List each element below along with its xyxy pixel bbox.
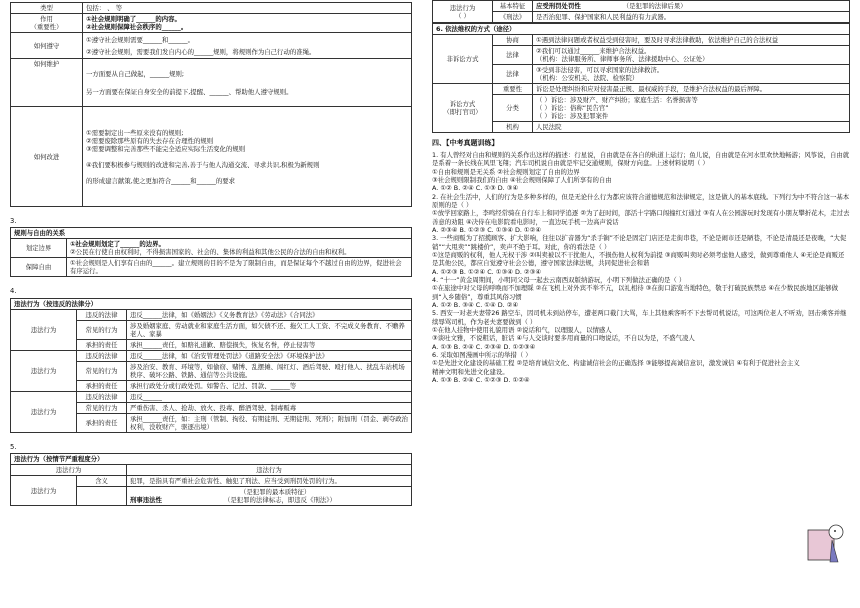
social-rules-table: [10, 2, 412, 207]
section-title: 违法行为（按情节严重程度分）: [11, 454, 412, 465]
right-column: [432, 0, 850, 384]
table-row: [11, 258, 412, 277]
table-cell: 涉及婚姻家庭、劳动就业和家庭生活方面，如欠债不还、拖欠工人工资、不完成义务教育、不赡养老人、家暴: [127, 320, 412, 339]
table-cell: 违反的法律: [77, 350, 127, 361]
table-cell: 违反______法律，如《婚姻法》《义务教育法》《劳动法》《合同法》: [127, 309, 412, 320]
text-line: ③社会规则限制我们的自由 ④社会规则保障了人们所享有的自由: [432, 176, 612, 185]
text-line: ①需要制定出一些原来没有的规则;: [86, 128, 184, 137]
text-line: A. ①③ B. ②④ C. ①②③ D. ①②④: [432, 375, 530, 384]
text-line: ③需要调整和完善那些不能完全适应实际生活变化的规则: [86, 144, 246, 153]
table-cell: 保障自由: [11, 258, 67, 277]
section-number: 3.: [10, 217, 17, 225]
table-cell: 是否治犯罪、保护国家和人民利益的有力武器。: [533, 12, 850, 23]
table-cell: 犯罪，是指具有严重社会危害性、触犯了刑法、应当受到刑罚处罚的行为。: [127, 476, 412, 487]
text-line: 4. “十一”黄金周期间，小明同父母一起去云南西双版纳游玩，小明下列做法正确的是（ ）: [432, 276, 686, 285]
left-column: [10, 0, 412, 506]
table-cell: 法律: [493, 46, 533, 65]
text-line: A. ①② B. ②④ C. ①③ D. ③④: [432, 184, 519, 193]
text-line: ②公民在行使自由权利时，不得损害国家的、社会的、集体的利益和其他公民的合法的自由和权利。: [70, 248, 351, 257]
table-row: [11, 391, 412, 402]
table-row: [11, 350, 412, 361]
table-cell: 含义: [77, 476, 127, 487]
table-row: [11, 14, 412, 33]
table-cell: 违反______法律，如《治安管理处罚法》《道路安全法》《环境保护法》: [127, 350, 412, 361]
text-line: ①在他人挂物中使用礼貌用语 ②说话和气，以理服人，以情感人: [432, 325, 612, 334]
section-title: 违法行为（按违反的法律分）: [11, 298, 412, 309]
table-cell: 法律: [493, 65, 533, 84]
table-row: [11, 3, 412, 14]
text-line: ①社会规则明确了______的内容。: [86, 15, 181, 23]
text-line: A. ①② B. ③④ C. ①④ D. ②④: [432, 301, 519, 309]
crime-features-table: [432, 0, 850, 23]
table-row: [11, 59, 412, 107]
text-line: ①这是商贩的权利，他人无权干涉 ②叫卖被以不干扰他人，不损伤他人权利为前提 ③商贩叫卖时必须考虑他人感受，做到尊重他人 ④无论是商贩还是其他公民，都应自觉遵守社会公德，遵守国家法律法规，共同促进社会和谐: [432, 251, 845, 268]
text-line: ②社会规则保障社会秩序的______。: [86, 23, 188, 31]
illegal-acts-by-severity-table: [10, 453, 412, 506]
text-line: A. ①②③ B. ①②④ C. ①③④ D. ②③④: [432, 267, 542, 276]
text-line: （ ）: [455, 11, 470, 20]
text-line: 违法行为: [449, 3, 476, 12]
table-cell: 违反______: [127, 391, 412, 402]
table-cell: 违反的法律: [77, 391, 127, 402]
table-row: [11, 309, 412, 320]
text-line: ①在旅途中对父母的呼唤而不加理睬 ②在飞机上对外宾不举不亢，以礼相待 ③在街口游览当地特色，敬于打破民族禁忌 ④在少数民族地区能够做到“入乡随俗”，尊重其风俗习惯: [432, 284, 839, 301]
section-number: 4.: [10, 287, 17, 296]
text-line: A. ②③④ B. ①②③ C. ①③④ D. ①②④: [432, 226, 542, 235]
text-line: 5. 西安一对老夫妻带26 路空车，因司机未到站停车，遭老两口截门大骂，车上其他乘客听不下去帮司机说话，可这两位老人不听劝，回击乘客并继续辱骂司机，作为老夫妻要做到（ ）: [432, 309, 847, 326]
table-cell: ③受到非法侵害，可以寻求国家的法律救济。 （机构：公安机关、法院、检察院）: [533, 65, 850, 84]
text-line: A. ①③ B. ②④ C. ②③④ D. ①②③④: [432, 342, 536, 351]
table-cell: 承担的责任: [77, 339, 127, 350]
text-line: 另一方面要在保证自身安全的前提下,提醒、______、帮助他人遵守规则。: [86, 87, 293, 96]
text-line: ①放学回家路上，李鸣经常骑在自行车上和同学追逐 ②为了赶时间，部活十字路口闯撞红灯通过 ③有人在公园游玩时发现有小朋友攀折花木，走过去善意的劝阻 ④决侍在电影院看电影时，一直边玩手机一边高声说话: [432, 209, 850, 226]
text-line: （是犯罪的法律标志，即违反《刑法》）: [224, 496, 336, 505]
table-row: [11, 239, 412, 258]
rules-freedom-table: [10, 227, 412, 277]
table-cell: ①遇到法律问题或者权益受到侵害时，要及时寻求法律救助，依法维护自己的合法权益: [533, 35, 850, 46]
table-cell: 常见的行为: [77, 320, 127, 339]
table-cell: 类型: [11, 3, 83, 14]
text-line: ④我们要积极参与规则的改进和完善,善于与他人沟通交流、寻求共识,积极为新规则: [86, 160, 320, 169]
table-cell: 基本特征: [493, 1, 533, 12]
rights-methods-table: [432, 23, 850, 133]
table-cell: 违法行为: [11, 476, 77, 506]
table-cell: 违法行为: [11, 465, 127, 476]
table-cell: 违反的法律: [77, 309, 127, 320]
table-cell: ①社会规则是人们享有自由的______。建立规则的目的不是为了限制自由，而是保证每个不越过自由的边界，促进社会有序运行。: [67, 258, 412, 277]
table-row: [11, 107, 412, 207]
table-cell: 承担行政处分或行政处罚。如警告、记过、罚款、______等: [127, 380, 412, 391]
table-cell: 划定边界: [11, 239, 67, 258]
text-line: ①社会规则划定了______的边界。: [70, 240, 165, 249]
table-cell: （ ）诉讼：涉及财产、财产纠纷；家庭生活：名誉损害等 （ ）诉讼：俗称“民告官” （ ）诉讼：涉及犯罪案件: [533, 95, 850, 122]
table-cell: 承担______责任，如赔礼道歉、赔偿损失，恢复名誉，停止侵害等: [127, 339, 412, 350]
table-cell: 诉讼是处理纠纷和应对侵害最正规、最权威的手段，是维护合法权益的最后屏障。: [533, 84, 850, 95]
table-cell: 分类: [493, 95, 533, 122]
text-line: ①遵守社会规则需要______和______。: [86, 35, 194, 44]
table-row: [11, 33, 412, 59]
table-cell: 违法行为: [11, 391, 77, 432]
text-line: ③谈吐文雅，不说粗话，脏话 ④与人交谈时要多用商量的口吻说话，不自以为是，不盛气凌人: [432, 334, 695, 343]
table-cell: ②我们可以通过______来维护合法权益。 （机构：法律服务所、律师事务所、法律援助中心、公证处）: [533, 46, 850, 65]
text-line: ①是先进文化建设的基础工程 ②是培育诚信文化、构建诚信社会的正确选择 ③能够提高诚信意识，激发诚信 ④有利于促进社会主义精神文明和先进文化建设。: [432, 359, 800, 376]
text-line: 6. 采取如图漫画中所示的举措（ ）: [432, 350, 532, 359]
table-cell: 如何改进: [11, 107, 83, 207]
table-cell: 涉及治安、教育、环境等，如偷窃、赌博、乱摆摊、闯红灯、酒后驾驶、殴打他人、扰乱车站机场秩序、破坏公路、铁路、通信等公共设施。: [127, 361, 412, 380]
text-line: 刑事违法性: [130, 496, 162, 505]
table-cell: 机构: [493, 122, 533, 133]
section-title: 6. 依法维权的方式（途径）: [433, 24, 850, 35]
table-cell: 包括： 、 等: [83, 3, 412, 14]
text-line: 3. 一些商贩为了招揽顾客、扩大影响，往往以扩音器为“杀手锏”不论是固定门店还是走街串巷，不论是闹市还是陋巷，不论是清晨还是夜晚，“大促销”“大甩卖”“跳楼价”，卖声不绝于耳。对此，你的看法是（ ）: [432, 234, 847, 251]
table-cell: 诉讼方式 （即打官司）: [433, 84, 493, 133]
table-cell: 常见的行为: [77, 402, 127, 413]
table-cell: 违法行为: [11, 309, 77, 350]
section-title: 规则与自由的关系: [11, 228, 412, 239]
table-cell: 协商: [493, 35, 533, 46]
table-cell: 承担的责任: [77, 380, 127, 391]
table-cell: 《刑法》: [493, 12, 533, 23]
text-line: 的形成建言献策,使之更加符合______和______的要求: [86, 176, 236, 185]
cartoon-illustration: [802, 520, 846, 570]
table-cell: 违法行为: [11, 350, 77, 391]
illegal-acts-by-law-table: [10, 298, 412, 433]
table-cell: 人民法院: [533, 122, 850, 133]
table-cell: 承担______责任，如：主刑（管制、拘役、有期徒刑、无期徒刑、死刑）；附加刑（罚金、剥夺政治权利，没收财产，驱逐出境）: [127, 413, 412, 432]
table-cell: 非诉讼方式: [433, 35, 493, 84]
text-line: （是犯罪的法律后果）: [622, 2, 687, 10]
table-cell: 违法行为: [127, 465, 412, 476]
section-number: 5.: [10, 442, 17, 451]
table-cell: 如何遵守: [11, 33, 83, 59]
exam-questions: [432, 139, 850, 384]
text-line: ①自由和规则是无关系 ②社会规则划定了自由的边界: [432, 167, 580, 176]
exam-title: 四、【中考真题训练】: [432, 139, 499, 147]
text-line: 2. 在社会生活中，人们的行为是多种多样的，但是无论什么行为都应该符合道德规范和法律规定，这是做人的基本底线。下列行为中不符合这一基本原则的是（ ）: [432, 192, 850, 210]
text-line: ②遵守社会规则，需要我们发自内心的______规则，将规则作为自己行动的准绳。: [86, 47, 316, 56]
table-cell: 承担的责任: [77, 413, 127, 432]
text-line: ②需要废除那些原有的失去存在合理性的规则: [86, 136, 214, 145]
table-cell: 重要性: [493, 84, 533, 95]
text-line: 应受刑罚处罚性: [536, 2, 581, 10]
text-line: 1. 有人曾经对自由和规则的关系作出这样的描述：行星说，自由就是在各自的轨道上运行；鱼儿说，自由就是在河水里欢快地畅游；风筝说，自由就是系着一条长线在风里飞翔；汽车司机说自由就是牢记交通规则，保财方向盘。上述材料说明（ ）: [432, 151, 850, 168]
table-cell: 严重伤害、杀人、抢劫、放火、投毒、醉酒驾驶、制毒贩毒: [127, 402, 412, 413]
table-cell: 常见的行为: [77, 361, 127, 380]
text-line: （是犯罪的最本质特征）: [240, 488, 311, 497]
table-cell: 如何维护: [11, 59, 83, 107]
table-cell: 作用 （重要性）: [11, 14, 83, 33]
text-line: 一方面要从自己做起，______规则;: [86, 69, 185, 78]
